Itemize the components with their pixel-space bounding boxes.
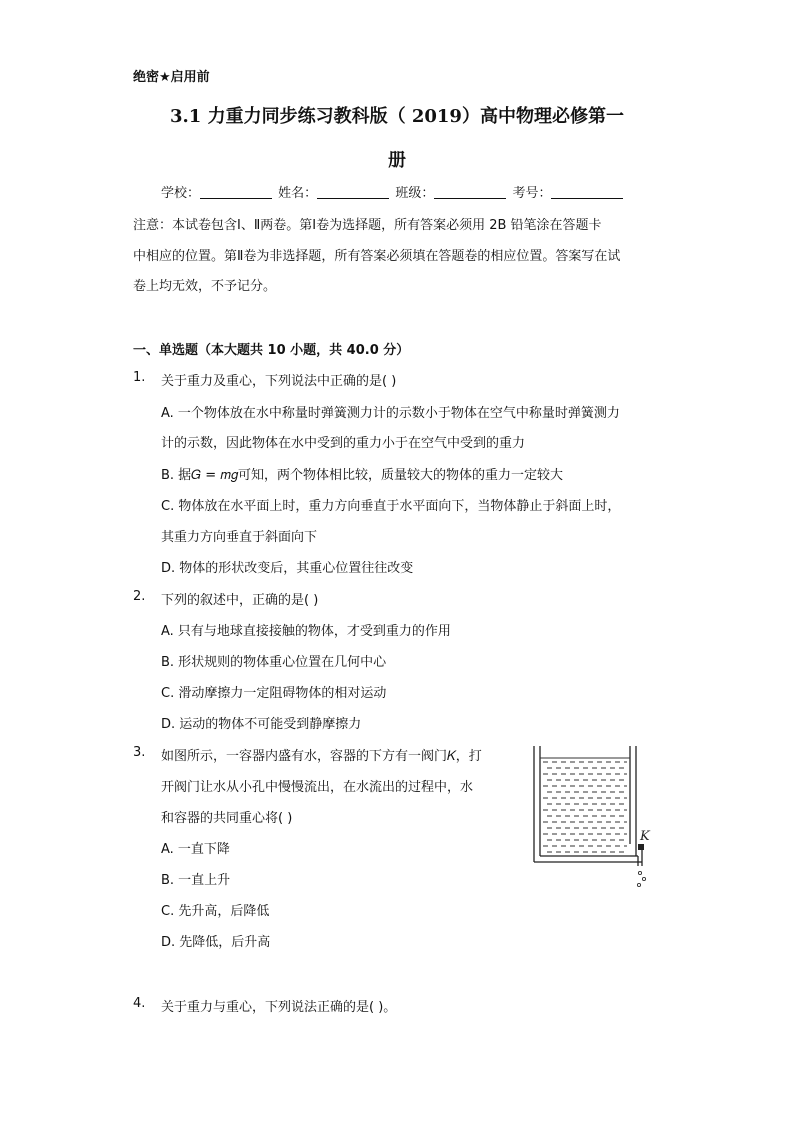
option-c[interactable]: C. 滑动摩擦力一定阻碍物体的相对运动 (161, 686, 387, 701)
option-d[interactable]: D. 物体的形状改变后，其重心位置往往改变 (161, 561, 414, 576)
option-c-continued: 其重力方向垂直于斜面向下 (161, 530, 318, 545)
option-b[interactable]: B. 一直上升 (161, 873, 231, 888)
valve (638, 844, 644, 850)
container-walls (534, 746, 642, 866)
page-title-line1: 3.1 力重力同步练习教科版（ 2019）高中物理必修第一 (170, 106, 624, 127)
option-d[interactable]: D. 先降低，后升高 (161, 935, 271, 950)
option-d[interactable]: D. 运动的物体不可能受到静摩擦力 (161, 717, 362, 732)
question-number: 4. (133, 996, 146, 1011)
question-stem: 下列的叙述中，正确的是( ) (161, 593, 319, 608)
valve-label: K (640, 829, 650, 844)
option-a[interactable]: A. 只有与地球直接接触的物体，才受到重力的作用 (161, 624, 451, 639)
class-blank[interactable] (434, 184, 506, 199)
name-blank[interactable] (317, 184, 389, 199)
question-number: 2. (133, 589, 146, 604)
question-stem: 关于重力与重心，下列说法正确的是( )。 (161, 1000, 397, 1015)
number-blank[interactable] (551, 184, 623, 199)
notice-line3: 卷上均无效，不予记分。 (133, 279, 277, 294)
section-title: 一、单选题（本大题共 10 小题，共 40.0 分） (133, 343, 410, 358)
school-label: 学校： (161, 186, 201, 201)
option-c[interactable]: C. 物体放在水平面上时，重力方向垂直于水平面向下，当物体静止于斜面上时， (161, 499, 621, 514)
option-c[interactable]: C. 先升高，后降低 (161, 904, 270, 919)
question-number: 3. (133, 745, 146, 760)
student-info-row (161, 182, 625, 201)
option-a[interactable]: A. 一个物体放在水中称量时弹簧测力计的示数小于物体在空气中称量时弹簧测力 (161, 406, 620, 421)
confidential-label: 绝密★启用前 (133, 70, 210, 85)
school-blank[interactable] (200, 184, 272, 199)
water-drops (637, 871, 645, 886)
option-a-continued: 计的示数，因此物体在水中受到的重力小于在空气中受到的重力 (161, 436, 526, 451)
water-lines (540, 758, 630, 852)
page-title-line2: 册 (388, 150, 406, 171)
class-label: 班级： (395, 186, 435, 201)
option-b[interactable]: B. 据𝐺 = 𝑚𝑔可知，两个物体相比较，质量较大的物体的重力一定较大 (161, 468, 563, 483)
question-stem-line2: 开阀门让水从小孔中慢慢流出，在水流出的过程中，水 (161, 780, 474, 795)
option-b[interactable]: B. 形状规则的物体重心位置在几何中心 (161, 655, 387, 670)
name-label: 姓名： (278, 186, 318, 201)
notice-line2: 中相应的位置。第Ⅱ卷为非选择题，所有答案必须填在答题卷的相应位置。答案写在试 (133, 249, 621, 264)
notice-line1: 注意：本试卷包含Ⅰ、Ⅱ两卷。第Ⅰ卷为选择题，所有答案必须用 2B 铅笔涂在答题卡 (133, 218, 602, 233)
question-stem: 关于重力及重心，下列说法中正确的是( ) (161, 374, 397, 389)
question-stem-line1: 如图所示，一容器内盛有水，容器的下方有一阀门𝐾，打 (161, 749, 482, 764)
question-number: 1. (133, 370, 146, 385)
number-label: 考号： (512, 186, 552, 201)
water-container-figure (526, 740, 666, 895)
option-a[interactable]: A. 一直下降 (161, 842, 230, 857)
question-stem-line3: 和容器的共同重心将( ) (161, 811, 293, 826)
water-container-diagram (526, 740, 666, 895)
